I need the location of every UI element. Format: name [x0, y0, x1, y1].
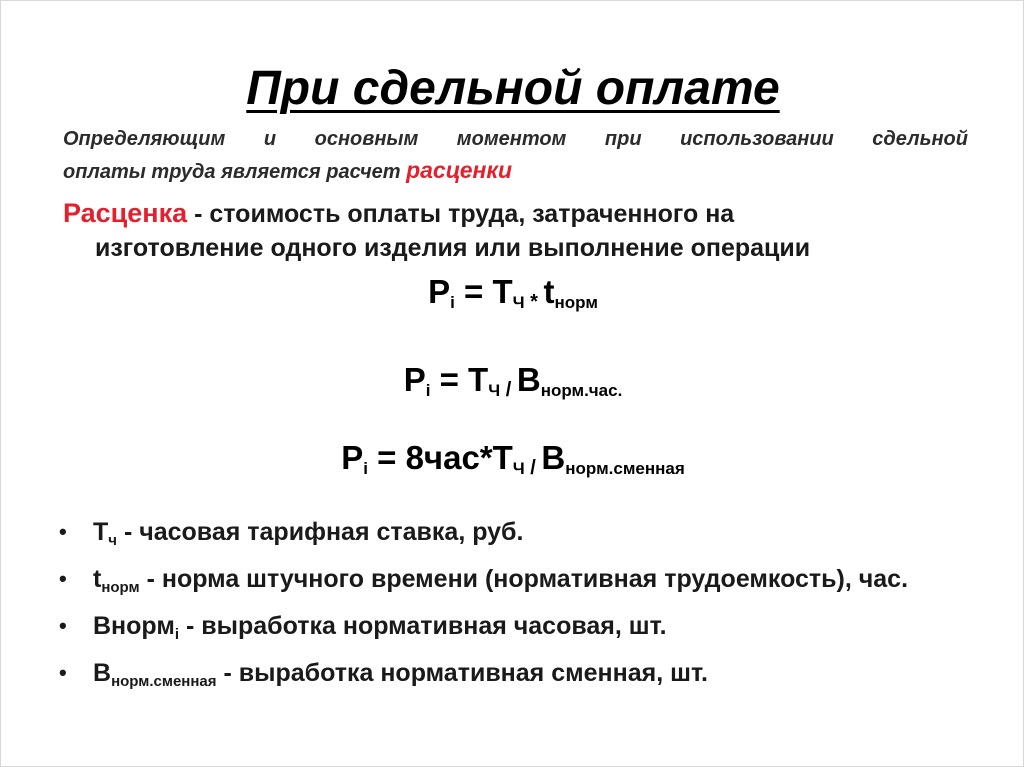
formula-a-sub: Ч — [512, 459, 525, 478]
legend-symbol-sub: i — [174, 626, 180, 643]
legend-item — [59, 611, 959, 650]
formula-3 — [1, 439, 1024, 480]
legend-symbol-sub: норм — [101, 579, 140, 596]
formula-op: / — [500, 379, 517, 401]
formula-1 — [1, 273, 1024, 314]
formula-lhs-sub: i — [450, 293, 455, 312]
definition-text-1: стоимость оплаты труда, затраченного на — [209, 200, 735, 228]
formula-b-sub: норм.сменная — [565, 459, 685, 478]
intro-line-1: Определяющим и основным моментом при использовании сдельной — [63, 128, 968, 150]
legend-symbol: Т — [93, 518, 109, 546]
formula-b-sub: норм.час. — [540, 381, 623, 400]
legend-description: - норма штучного времени (нормативная трудоемкость), час. — [139, 565, 909, 593]
formula-a: 8час*Т — [405, 439, 513, 476]
formula-lhs: Р — [403, 361, 426, 398]
formula-eq: = — [367, 439, 406, 476]
formula-a: Т — [492, 273, 513, 310]
formula-lhs: Р — [428, 273, 451, 310]
legend-symbol: t — [93, 565, 102, 593]
formula-b-sub: норм — [554, 293, 598, 312]
formula-eq: = — [430, 361, 469, 398]
definition-term: Расценка — [63, 198, 188, 228]
formula-a-sub: Ч — [488, 381, 501, 400]
bullet-icon: • — [59, 566, 67, 591]
legend-description: - выработка нормативная сменная, шт. — [216, 659, 708, 687]
formula-a: Т — [468, 361, 489, 398]
formula-lhs: Р — [341, 439, 364, 476]
legend-item — [59, 658, 959, 697]
formula-op: / — [524, 457, 542, 479]
slide-title: При сдельной оплате — [246, 62, 780, 115]
legend-symbol: Внорм — [93, 612, 175, 640]
legend-description: - часовая тарифная ставка, руб. — [117, 518, 524, 546]
definition-text-2: изготовление одного изделия или выполнение операции — [95, 234, 811, 262]
formula-2 — [1, 361, 1024, 402]
definition-paragraph — [63, 196, 963, 265]
bullet-icon: • — [59, 660, 67, 685]
intro-line-2 — [63, 155, 968, 188]
legend-item — [59, 564, 959, 603]
intro-text: оплаты труда является расчет — [63, 161, 407, 183]
legend-symbol: В — [93, 659, 112, 687]
formula-b: В — [541, 439, 566, 476]
bullet-icon: • — [59, 613, 67, 638]
formula-b: В — [516, 361, 541, 398]
formula-eq: = — [454, 273, 493, 310]
formula-lhs-sub: i — [363, 459, 368, 478]
legend-item — [59, 517, 959, 556]
formula-op: * — [524, 291, 544, 313]
intro-paragraph — [63, 124, 968, 188]
bullet-icon: • — [59, 519, 67, 544]
formula-lhs-sub: i — [425, 381, 431, 400]
legend-symbol-sub: ч — [108, 532, 117, 549]
formula-b: t — [543, 273, 555, 310]
legend-symbol-sub: норм.сменная — [111, 673, 217, 690]
legend-list — [59, 517, 959, 705]
definition-dash: - — [187, 200, 210, 228]
formula-a-sub: Ч — [512, 293, 525, 312]
legend-description: - выработка нормативная часовая, шт. — [179, 612, 667, 640]
intro-accent-word: расценки — [406, 157, 513, 183]
